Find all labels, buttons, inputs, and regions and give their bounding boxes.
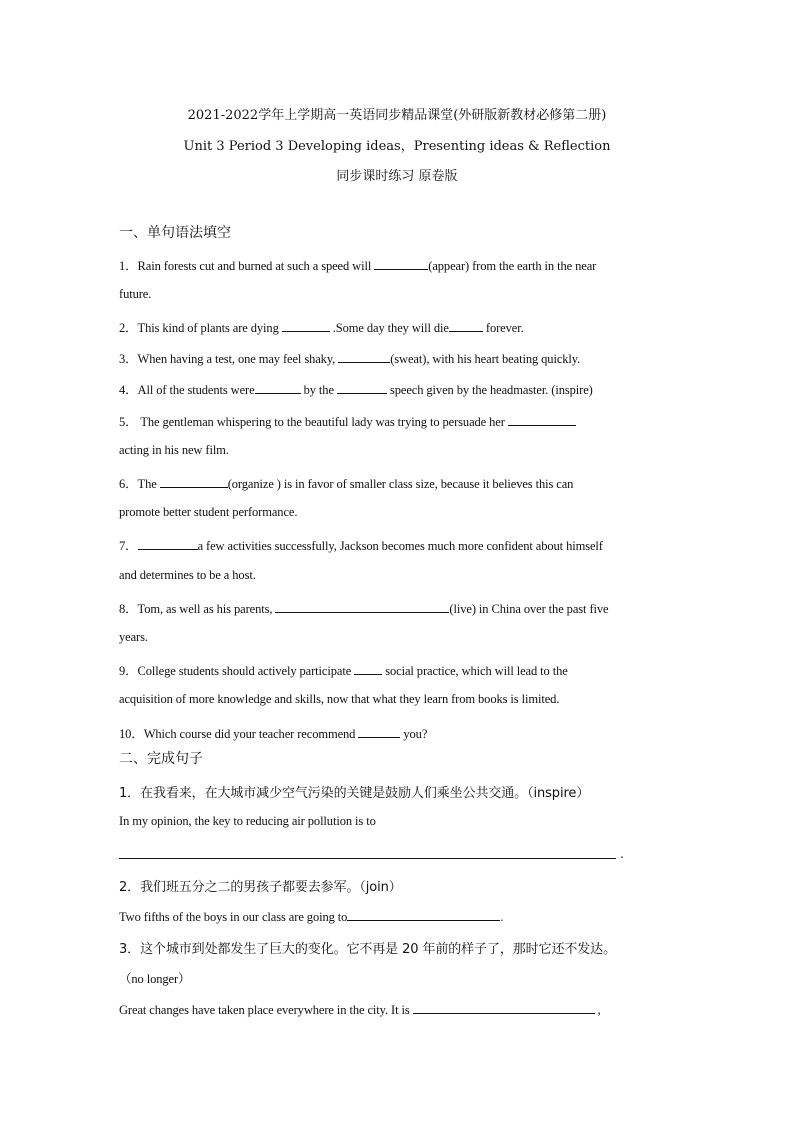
answer-blank[interactable]: [255, 380, 301, 394]
question-6-continued: promote better student performance.: [119, 505, 298, 519]
question-text: 2．This kind of plants are dying: [119, 321, 282, 335]
answer-blank[interactable]: [508, 412, 576, 426]
question-text: 8．Tom, as well as his parents,: [119, 602, 276, 616]
answer-blank[interactable]: [138, 536, 198, 550]
question-2-chinese: 2．我们班五分之二的男孩子都要去参军。（join）: [119, 880, 402, 895]
question-6: [119, 474, 573, 492]
question-text: (appear) from the earth in the near: [428, 259, 597, 273]
answer-blank[interactable]: [338, 349, 390, 363]
question-text: 1．Rain forests cut and burned at such a speed will: [119, 259, 375, 273]
section-heading-complete-sentences: 二、完成句子: [119, 751, 203, 767]
question-text: ,: [594, 1003, 601, 1017]
question-text: 7．: [119, 539, 138, 553]
question-text: (live) in China over the past five: [449, 602, 609, 616]
question-text: .: [500, 910, 504, 924]
question-2: [119, 318, 524, 336]
question-text: a few activities successfully, Jackson becomes much more confident about himself: [197, 539, 603, 553]
question-text: 9．College students should actively participate: [119, 664, 355, 678]
question-text: forever.: [482, 321, 524, 335]
answer-blank[interactable]: [282, 318, 330, 332]
question-5-continued: acting in his new film.: [119, 443, 229, 457]
question-text: social practice, which will lead to the: [382, 664, 568, 678]
question-text: 4．All of the students were: [119, 383, 255, 397]
question-text: speech given by the headmaster. (inspire): [386, 383, 593, 397]
question-1-english: In my opinion, the key to reducing air pollution is to: [119, 814, 376, 828]
question-3-chinese: 3．这个城市到处都发生了巨大的变化。它不再是 20 年前的样子了，那时它还不发达。: [119, 942, 616, 957]
answer-blank[interactable]: [413, 1000, 595, 1014]
question-3-english: [119, 1000, 601, 1018]
question-text: you?: [400, 727, 428, 741]
question-4: [119, 380, 593, 398]
question-7: [119, 536, 603, 554]
answer-line-period: .: [620, 846, 624, 861]
answer-blank[interactable]: [354, 661, 382, 675]
document-subtitle-version: 同步课时练习 原卷版: [336, 169, 458, 184]
question-3: [119, 349, 580, 367]
question-9: [119, 661, 568, 679]
question-text: 6．The: [119, 477, 160, 491]
question-text: Two fifths of the boys in our class are going to: [119, 910, 348, 924]
question-8-continued: years.: [119, 630, 148, 644]
document-title: 2021-2022学年上学期高一英语同步精品课堂(外研版新教材必修第二册): [187, 108, 607, 123]
answer-blank[interactable]: [374, 256, 428, 270]
question-3-hint: （no longer）: [119, 972, 191, 986]
question-1-chinese: 1．在我看来，在大城市减少空气污染的关键是鼓励人们乘坐公共交通。（inspire）: [119, 786, 590, 801]
question-text: 10．Which course did your teacher recommend: [119, 727, 359, 741]
answer-blank[interactable]: [358, 724, 400, 738]
question-text: by the: [300, 383, 337, 397]
question-10: [119, 724, 427, 742]
answer-blank[interactable]: [275, 599, 449, 613]
question-text: (organize ) is in favor of smaller class size, because it believes this can: [227, 477, 574, 491]
question-text: .Some day they will die: [329, 321, 449, 335]
question-7-continued: and determines to be a host.: [119, 568, 256, 582]
question-text: (sweat), with his heart beating quickly.: [390, 352, 581, 366]
question-9-continued: acquisition of more knowledge and skills, now that what they learn from books is limited.: [119, 692, 560, 706]
question-text: 3．When having a test, one may feel shaky,: [119, 352, 339, 366]
answer-blank[interactable]: [160, 474, 228, 488]
document-subtitle: Unit 3 Period 3 Developing ideas，Presenting ideas & Reflection: [183, 139, 611, 154]
answer-blank[interactable]: [449, 318, 483, 332]
question-text: Great changes have taken place everywhere in the city. It is: [119, 1003, 413, 1017]
question-1-continued: future.: [119, 287, 152, 301]
answer-blank[interactable]: [347, 907, 500, 921]
question-2-english: [119, 907, 503, 925]
question-text: 5． The gentleman whispering to the beautiful lady was trying to persuade her: [119, 415, 508, 429]
question-5: [119, 412, 576, 430]
section-heading-grammar-fill: 一、单句语法填空: [119, 225, 231, 241]
answer-blank[interactable]: [337, 380, 387, 394]
question-8: [119, 599, 608, 617]
question-1: [119, 256, 596, 274]
answer-line[interactable]: [119, 858, 616, 859]
